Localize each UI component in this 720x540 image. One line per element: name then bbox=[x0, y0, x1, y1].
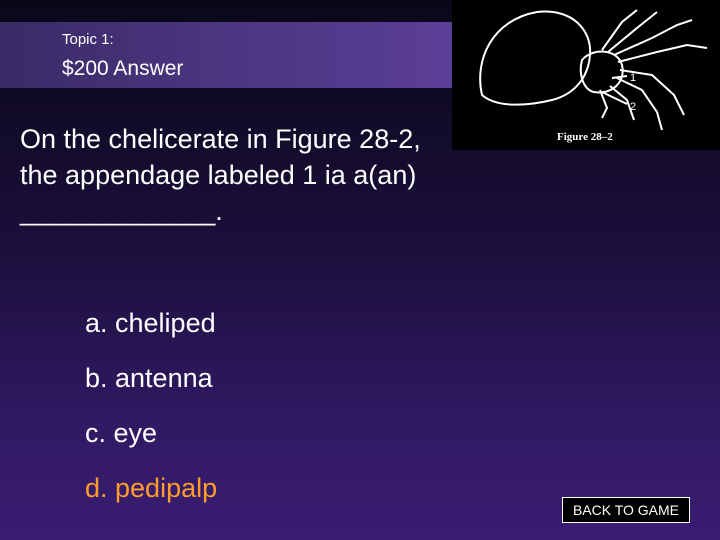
topic-label: Topic 1: bbox=[62, 31, 114, 48]
option-b: b. antenna bbox=[85, 363, 213, 393]
figure-label-1: 1 bbox=[630, 72, 637, 84]
figure-caption: Figure 28–2 bbox=[557, 131, 613, 143]
answer-value-label: $200 Answer bbox=[62, 57, 184, 80]
figure-label-2: 2 bbox=[630, 101, 637, 113]
spider-drawing bbox=[452, 0, 720, 150]
spider-figure bbox=[452, 0, 720, 150]
option-d-correct: d. pedipalp bbox=[85, 473, 218, 503]
option-c: c. eye bbox=[85, 418, 158, 448]
question-text: On the chelicerate in Figure 28-2, the appendage labeled 1 ia a(an) _____________. bbox=[20, 124, 429, 226]
back-to-game-button[interactable]: BACK TO GAME bbox=[562, 497, 690, 523]
option-a: a. cheliped bbox=[85, 308, 216, 338]
